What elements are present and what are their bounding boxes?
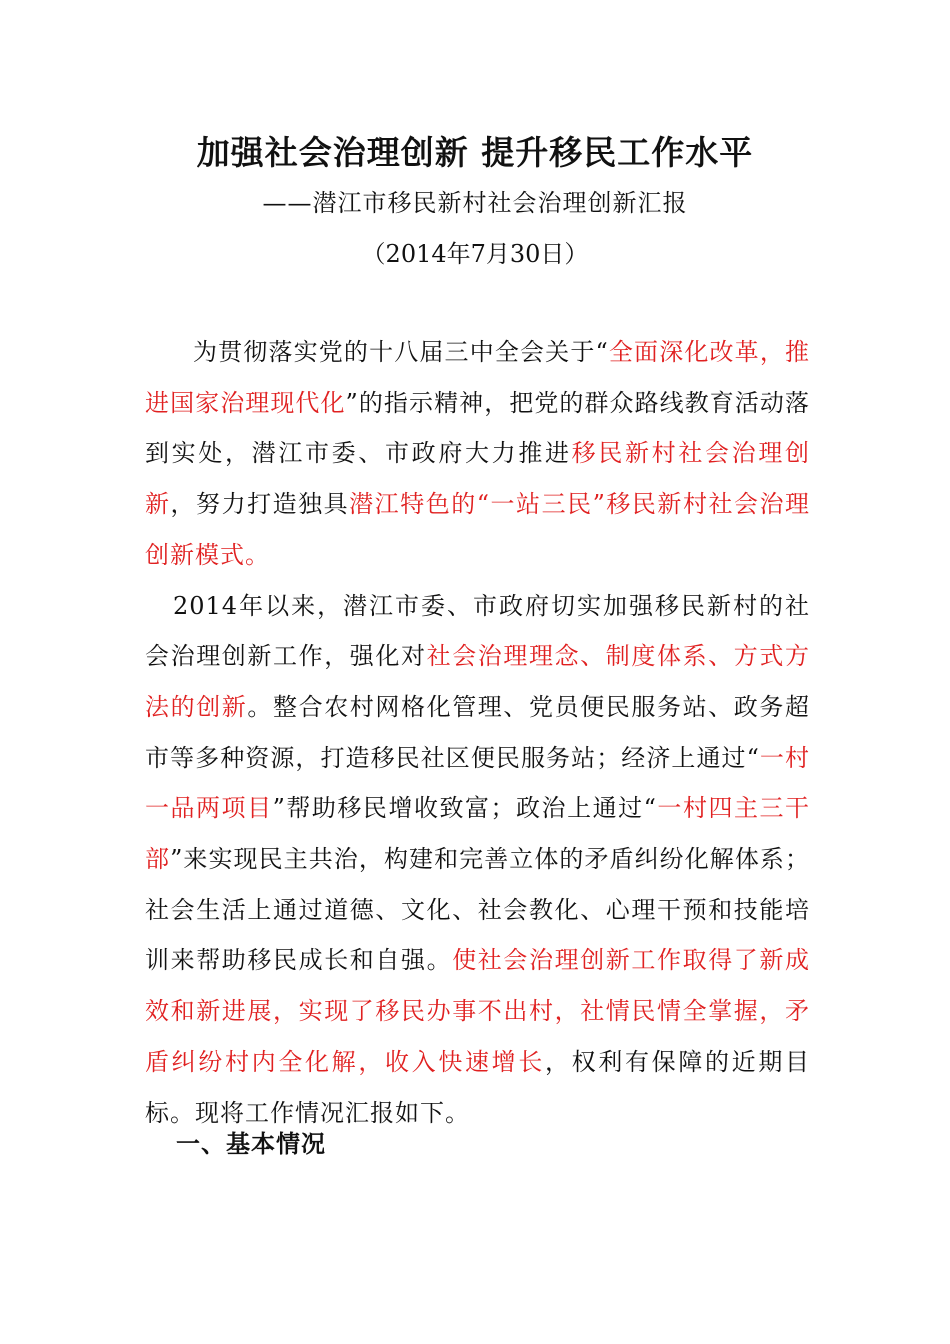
document-subtitle: ——潜江市移民新村社会治理创新汇报 [262,189,688,217]
paragraph-text: 2014年以来，潜江市委、市政府切实加强移民新村的社会治理创新工作，强化对 [145,591,810,671]
paragraph-intro [145,327,810,581]
paragraph-text: ”帮助移民增收致富；政治上通过“ [272,794,657,823]
highlighted-text: 一村四主三干部 [145,794,811,874]
paragraph-text: ，权利有保障的近期目标。现将工作情况汇报如下。 [145,1047,810,1127]
paragraph-text: ”的指示精神，把党的群众路线教育活动落到实处，潜江市委、市政府大力推进 [145,388,810,468]
paragraph-text: ”来实现民主共治，构建和完善立体的矛盾纠纷化解体系；社会生活上通过道德、文化、社会教化、心理干预和技能培训来帮助移民成长和自强。 [145,845,810,975]
paragraph-text: 。整合农村网格化管理、党员便民服务站、政务超市等多种资源，打造移民社区便民服务站；经济上通过“ [145,692,811,772]
paragraph-progress [145,581,810,1139]
highlighted-text: 一村一品两项目 [145,743,810,823]
highlighted-text: 社会治理理念、制度体系、方式方法的创新 [145,642,811,721]
highlighted-text: 全面深化改革，推进国家治理现代化 [145,338,810,417]
document-date: （2014年7月30日） [361,240,589,268]
highlighted-text: 潜江特色的“一站三民”移民新村社会治理创新模式。 [145,490,811,569]
document-body [145,327,810,1138]
section-heading: 一、基本情况 [176,1129,326,1158]
paragraph-text: ，努力打造独具 [170,490,350,519]
highlighted-text: 移民新村社会治理创新 [145,439,811,519]
highlighted-text: 使社会治理创新工作取得了新成效和新进展，实现了移民办事不出村，社情民情全掌握，矛盾纠纷村内全化解，收入快速增长 [145,946,811,1076]
document-title: 加强社会治理创新 提升移民工作水平 [196,133,754,172]
paragraph-text: 为贯彻落实党的十八届三中全会关于“ [193,338,609,366]
